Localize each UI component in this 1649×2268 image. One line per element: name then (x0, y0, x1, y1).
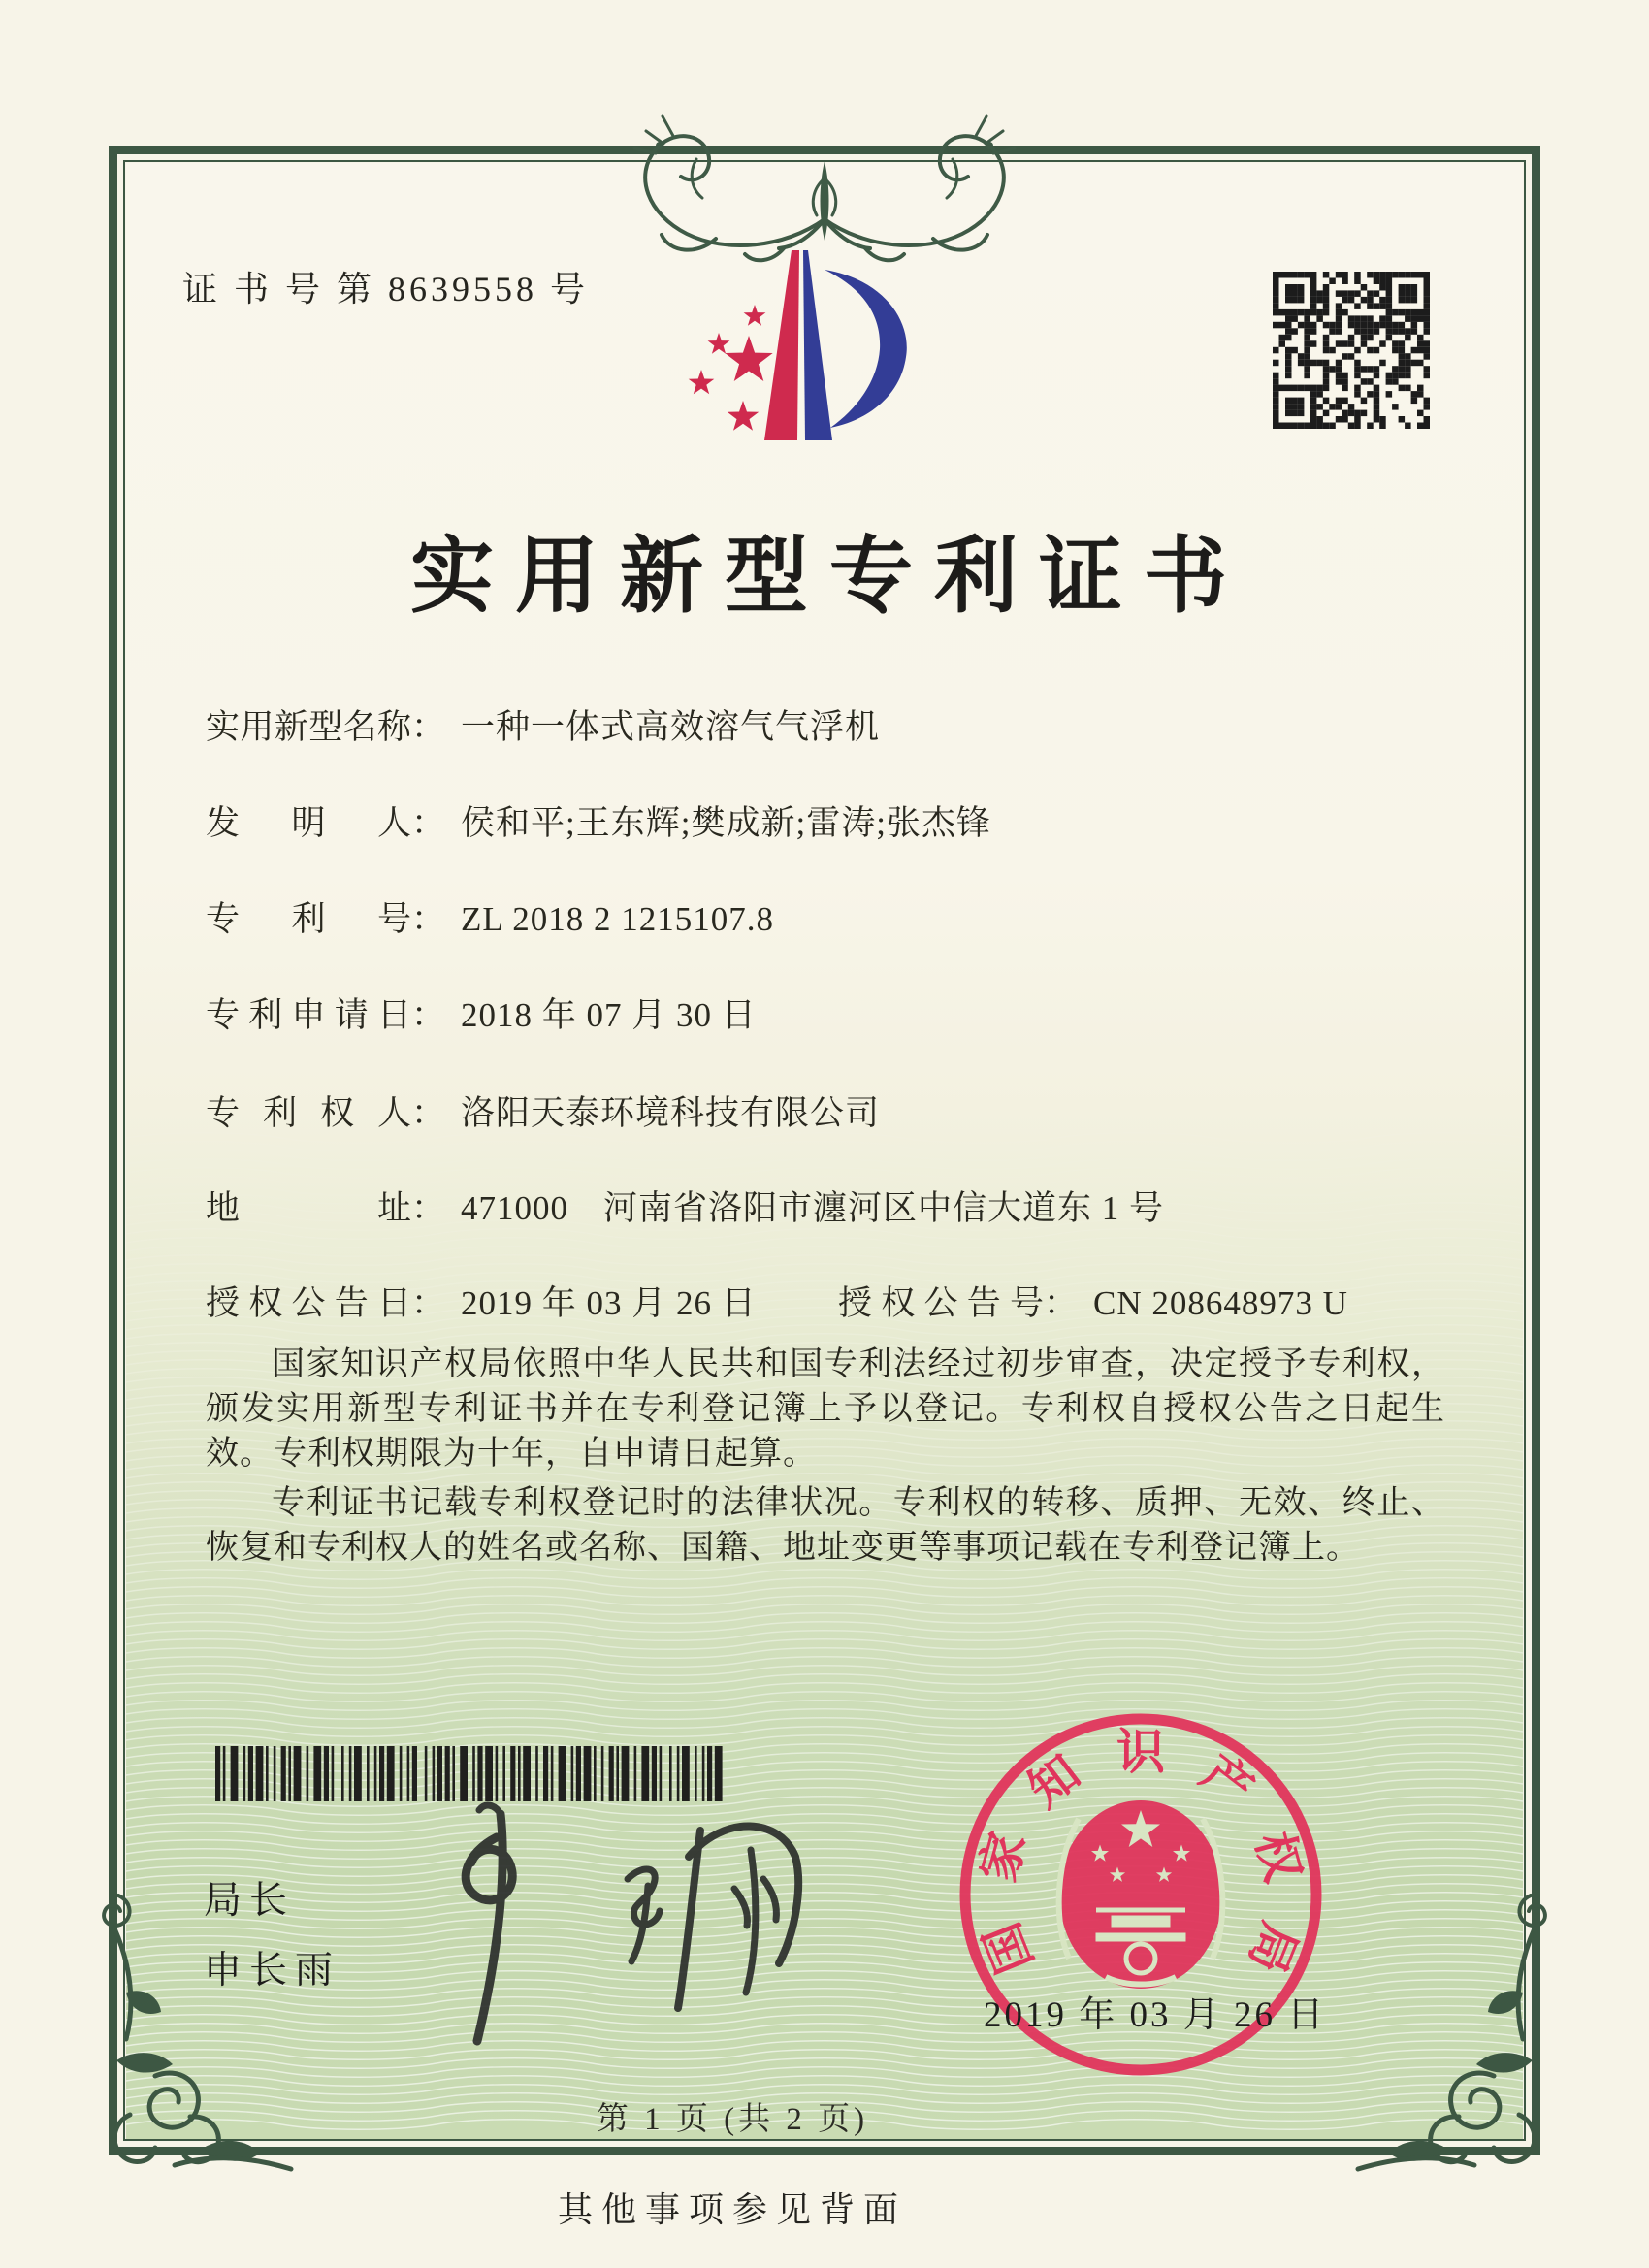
field-row (206, 1086, 880, 1135)
barcode (215, 1746, 724, 1801)
legal-paragraph: 专利证书记载专利权登记时的法律状况。专利权的转移、质押、无效、终止、恢复和专利权人的姓名或名称、国籍、地址变更等事项记载在专利登记簿上。 (206, 1485, 1445, 1566)
field-colon: ： (411, 900, 446, 938)
svg-text:国: 国 (974, 1915, 1044, 1981)
field-row (206, 988, 757, 1037)
field-label: 专利申请日 (206, 996, 411, 1034)
grant-number-value: CN 208648973 U (1093, 1284, 1348, 1322)
legal-paragraph: 国家知识产权局依照中华人民共和国专利法经过初步审查，决定授予专利权，颁发实用新型专利证书并在专利登记簿上予以登记。专利权自授权公告之日起生效。专利权期限为十年，自申请日起算。 (206, 1346, 1445, 1472)
field-value: 471000 河南省洛阳市瀍河区中信大道东 1 号 (461, 1189, 1165, 1227)
signature (438, 1797, 846, 2058)
commissioner-name: 申长雨 (204, 1950, 341, 1992)
back-note: 其他事项参见背面 (557, 2190, 907, 2229)
field-label: 地址 (206, 1189, 411, 1227)
field-colon: ： (411, 804, 446, 842)
field-label: 发明人 (206, 804, 411, 842)
svg-text:权: 权 (1245, 1826, 1311, 1888)
field-colon: ： (411, 708, 446, 746)
field-label: 专利号 (206, 900, 411, 938)
certificate-number: 证 书 号 第 8639558 号 (182, 270, 590, 308)
field-colon: ： (1044, 1284, 1079, 1322)
field-value: 2018 年 07 月 30 日 (461, 996, 757, 1034)
field-row (206, 1182, 1164, 1230)
svg-text:局: 局 (1238, 1915, 1308, 1981)
svg-text:知: 知 (1018, 1744, 1090, 1818)
svg-text:产: 产 (1191, 1744, 1264, 1818)
field-row (206, 700, 880, 749)
seal-date: 2019 年 03 月 26 日 (984, 1995, 1327, 2035)
field-label: 专利权人 (206, 1094, 411, 1132)
grant-number-label: 授权公告号 (838, 1284, 1044, 1322)
field-colon: ： (411, 1189, 446, 1227)
field-value: 一种一体式高效溶气气浮机 (461, 708, 881, 746)
grant-date-value: 2019 年 03 月 26 日 (461, 1284, 757, 1322)
svg-text:识: 识 (1116, 1725, 1165, 1779)
qr-code (1273, 272, 1430, 429)
field-label: 实用新型名称 (206, 708, 411, 746)
cnipa-logo (679, 244, 931, 450)
field-value: ZL 2018 2 1215107.8 (461, 900, 774, 938)
svg-text:家: 家 (970, 1826, 1036, 1888)
legal-text-block (206, 1343, 1445, 1571)
certificate-title: 实用新型专利证书 (410, 530, 1248, 623)
field-row (206, 796, 991, 845)
field-value: 侯和平;王东辉;樊成新;雷涛;张杰锋 (461, 804, 991, 842)
field-row (206, 892, 774, 941)
commissioner-title: 局长 (204, 1880, 296, 1922)
field-colon: ： (411, 996, 446, 1034)
field-value: 洛阳天泰环境科技有限公司 (461, 1094, 881, 1132)
field-colon: ： (411, 1284, 446, 1322)
page-number: 第 1 页 (共 2 页) (596, 2102, 869, 2137)
grant-date-label: 授权公告日 (206, 1284, 411, 1322)
field-colon: ： (411, 1094, 446, 1132)
grant-row (206, 1277, 1348, 1325)
grant-number-group (838, 1277, 1348, 1325)
